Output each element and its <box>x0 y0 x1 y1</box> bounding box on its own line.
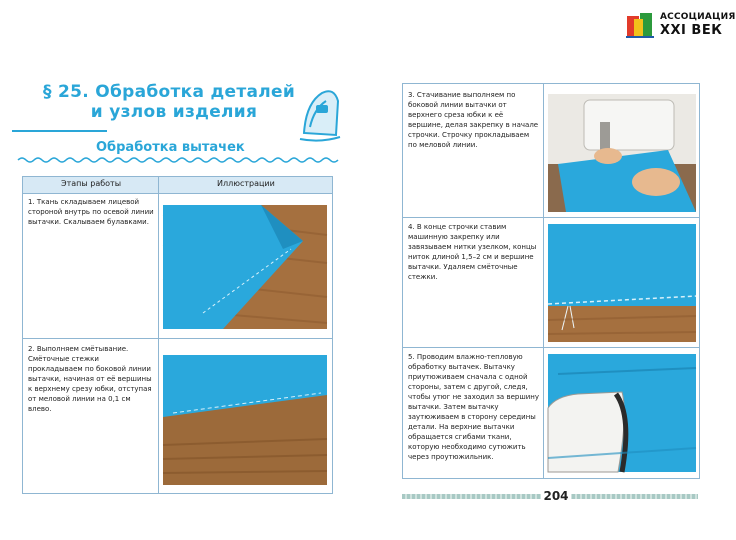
title-line-2: и узлов изделия <box>90 102 258 122</box>
book-logo-icon <box>626 10 656 40</box>
step-2-photo <box>163 355 327 485</box>
header-rule <box>12 130 107 132</box>
column-divider <box>158 177 159 493</box>
publisher-logo <box>626 8 736 42</box>
section-title <box>24 82 314 122</box>
col-header-steps: Этапы работы <box>61 179 122 188</box>
step-4-text: 4. В конце строчки ставим машинную закрепку или завязываем нитки узелком, концы ниток длиной 1,5–2 см и вершине вытачки. Удаляем смёточные стежки. <box>408 223 537 281</box>
step-1-photo <box>163 205 327 329</box>
row-divider-1 <box>403 217 699 218</box>
step-5-text: 5. Проводим влажно-тепловую обработку вытачек. Вытачку приутюживаем сначала с одной стороны, затем с другой, следя, чтобы утюг не заходил за вершину вытачки. Затем вытачку заутюживаем в сторону середины детали. На верхние вытачки обращается сгибами ткани, которую необходимо сутюжить через проутюжильник. <box>408 353 540 461</box>
column-divider-right <box>543 84 544 478</box>
steps-table-left <box>22 176 333 494</box>
wavy-divider <box>18 156 336 164</box>
row-divider <box>23 338 332 339</box>
step-3-photo <box>548 94 696 212</box>
row-divider-2 <box>403 347 699 348</box>
title-line-1: § 25. Обработка деталей <box>42 82 296 102</box>
step-2-text: 2. Выполняем смётывание. Смёточные стежки прокладываем по боковой линии вытачки, начиная от её вершины к верхнему срезу юбки, отступая от меловой линии на 0,1 см влево. <box>28 345 152 413</box>
step-1-text: 1. Ткань складываем лицевой стороной внутрь по осевой линии вытачки. Скалываем булавками. <box>28 198 154 226</box>
logo-text <box>660 11 736 37</box>
step-3-text: 3. Стачивание выполняем по боковой линии вытачки от верхнего среза юбки к её вершине, делая закрепку в начале строчки. Строчку прокладываем по меловой линии. <box>408 91 539 149</box>
step-4-photo <box>548 224 696 342</box>
iron-icon <box>296 83 342 145</box>
col-header-illustration: Иллюстрации <box>217 179 275 188</box>
step-5-photo <box>548 354 696 472</box>
subtitle: Обработка вытачек <box>96 140 245 155</box>
steps-table-right <box>402 83 700 479</box>
logo-line-1: АССОЦИАЦИЯ <box>660 12 736 22</box>
logo-line-2: XXI ВЕК <box>660 23 723 38</box>
page-number: 204 <box>541 487 571 505</box>
table-header <box>23 177 332 194</box>
